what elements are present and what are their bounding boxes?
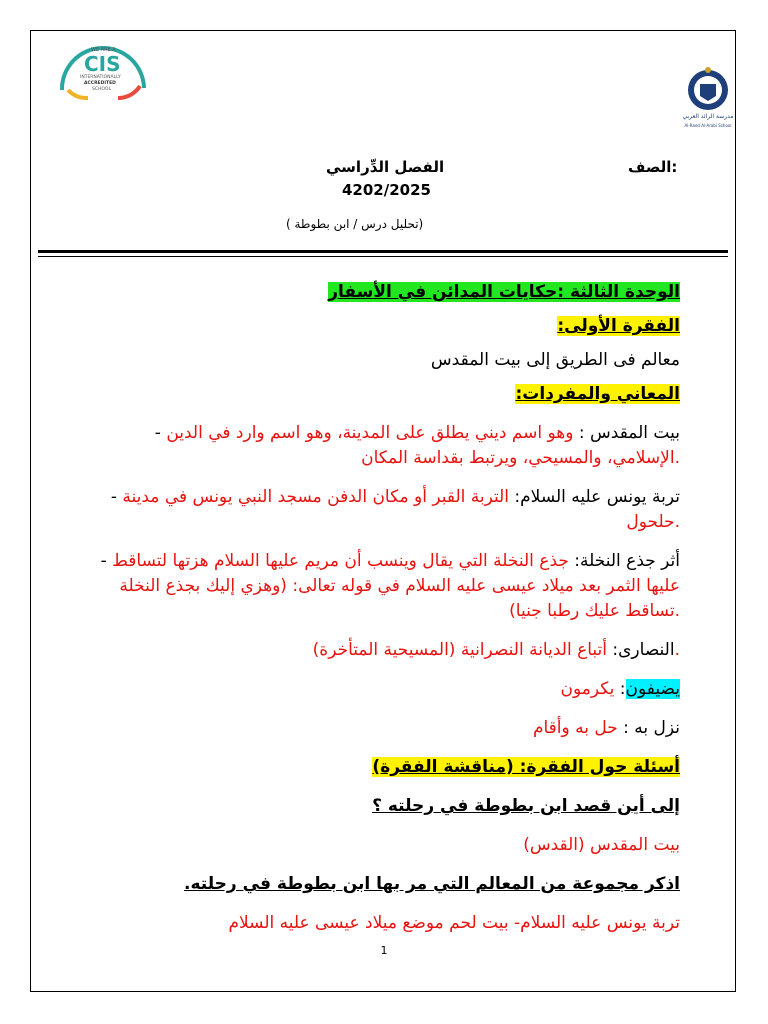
cis-accreditation-logo [48,40,158,102]
vocab-term: - بيت المقدس : [154,423,680,443]
vocab-meaning: وهو اسم ديني يطلق على المدينة، وهو اسم وارد في الدين الإسلامي، والمسيحي، ويرتبط بقداسة المكان. [166,423,680,468]
school-name-en: Al-Raed Al-Arabi School [684,123,732,128]
cis-big-text: CIS [84,52,121,76]
vocab-term: يضيفون [625,679,680,699]
header-divider-thin [38,256,728,257]
school-name-ar: مدرسة الرائد العربي [682,113,734,120]
answer-text: تربة يونس عليه السلام- بيت لحم موضع ميلاد عيسى عليه السلام [228,913,680,933]
vocab-meaning: جذع النخلة التي يقال وينسب أن مريم عليها السلام هزتها لتساقط عليها الثمر بعد ميلاد عيسى عليه السلام في قوله تعالى: (وهزي إليك بجذع النخلة تساقط عليك رطبا جنيا). [112,551,680,621]
answer-text: بيت المقدس (القدس) [523,835,680,855]
vocab-label: :المعاني والمفردات [515,384,680,404]
vocab-meaning: يكرمون [560,679,615,699]
vocab-separator: : [619,679,626,699]
term-label: الفصل الدِّراسي [326,158,445,176]
vocab-meaning: حل به وأقام [532,718,618,738]
class-label: الصف: [628,158,678,176]
vocab-meaning: أتباع الديانة النصرانية (المسيحية المتأخرة). [312,640,680,660]
vocab-term: - تربة يونس عليه السلام: [110,487,680,507]
vocab-item [86,716,680,741]
vocab-meaning: التربة القبر أو مكان الدفن مسجد النبي يونس في مدينة حلحول. [122,487,680,532]
vocab-term: النصارى: [612,640,675,660]
school-year: 4202/2025 [342,181,431,199]
question-text: إلى أين قصد ابن بطوطة في رحلته ؟ [372,796,680,816]
unit-title: الوحدة الثالثة :حكايات المدائن في الأسفار [328,282,680,302]
paragraph-text: معالم فى الطريق إلى بيت المقدس [430,350,680,370]
vocab-item [86,638,680,663]
questions-label: أسئلة حول الفقرة: (مناقشة الفقرة) [372,757,680,777]
cis-line2: ACCREDITED [84,81,116,86]
cis-line3: SCHOOL [92,87,111,92]
page-number: 1 [380,944,388,957]
vocab-item [86,549,680,624]
cis-line1: INTERNATIONALLY [80,75,121,80]
vocab-item [86,485,680,535]
lesson-content [86,280,680,936]
vocab-term: - أثر جذع النخلة: [100,551,680,571]
vocab-item [86,677,680,702]
question-text: .اذكر مجموعة من المعالم التي مر بها ابن بطوطة في رحلته [184,874,680,894]
vocab-term: نزل به : [623,718,680,738]
paragraph-label: :الفقرة الأولى [557,316,680,336]
header-divider-thick [38,250,728,253]
lesson-subtitle: ( تحليل درس / ابن بطوطة) [286,217,424,231]
cis-top-text: WE ARE A [91,47,116,53]
vocab-item [86,421,680,471]
school-crest-logo [680,66,736,132]
